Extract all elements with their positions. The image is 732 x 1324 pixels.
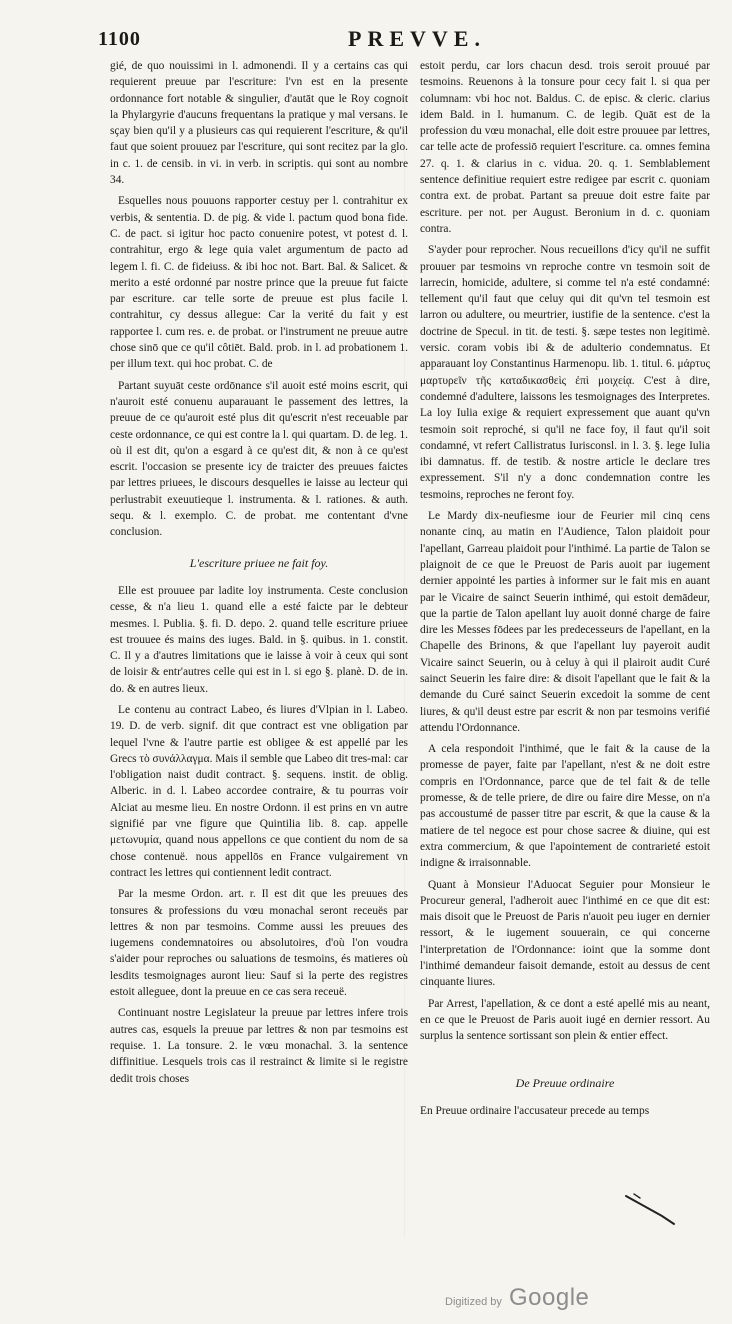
paragraph: gié, de quo nouissimi in l. admonendi. Il y a certains cas qui requierent preuue par l'escriture: l'vn est en la presente ordonnance fort notable & singulier, d'autāt que le Roy cognoit la Phylargyrie d'aucuns frequentans la pratique y mal versans. Ie sçay bien qu'il y a plusieurs cas qui requierent l'escriture, & qu'il faut que soient prouuez par l'escriture, qui sont recitez par la glo. in c. 1. de censib. in vi. in verb. in scriptis. qui sont au nombre 34. [110,60,408,187]
section-heading: L'escriture priuee ne fait foy. [189,555,329,570]
running-title: PREVVE. [348,26,486,51]
digitized-watermark [445,1284,615,1314]
paragraph: Partant suyuāt ceste ordōnance s'il auoit esté moins escrit, qui n'auroit esté conuenu auparauant le passement des lettres, la preuue de ce qu'auroit esté plus dit qu'escrit n'est receuable par ceste ordonnance, ce qui est contre la l. qui quartam. D. de leg. 1. où il est dit, qu'on a esgard à ce qu'est dit, & non à ce qu'est escrit. l'occasion se presente icy de traicter des preuues faictes par lettres priuees, le discours desquelles ie laisse au lecteur qui perlustrabit exeuutieque l. instrumenta. & l. rationes. & auth. sequ. & l. exemplo. C. de probat. me contentant d'vne conclusion. [110,379,408,539]
paragraph: Esquelles nous pouuons rapporter cestuy per l. contrahitur ex verbis, & sententia. D. de pig. & vide l. pactum quod bona fide. C. de pact. si igitur hoc pacto conuenire potest, vt potest d. l. contrahitur, ergo & lege quia valet argumentum de pacto ad legem l. fi. C. de fideiuss. & ibi hoc not. Bart. Bal. & Salicet. & merito a esté ordonné par nostre prince que la preuue fut faicte par escriture. car telle sorte de preuue est plus facile l. contrahitur, cy dessus allegue: Car la verité du fait y est rapportee l. cum res. e. de probat. or l'instrument ne preuue autre chose sinō que ce qu'il côtiēt. Bald. prob. in l. ad probationem 1. per illum text. qui hoc probat. C. de [110,195,408,371]
watermark-by: Digitized by [445,1296,502,1308]
section-heading: De Preuue ordinaire [515,1075,615,1090]
page-number: 1100 [98,28,141,50]
paragraph: Elle est prouuee par ladite loy instrumenta. Ceste conclusion cesse, & n'a lieu 1. quand elle a esté faicte par le debteur mesmes. l. Publia. §. fi. D. depo. 2. quand telle escriture priuee est trouuee és mains des iuges. Bald. in §. quibus. in 1. constit. C. Il y a d'autres limitations que ie laisse à voir à ceux qui sont de loisir & entr'autres celle qui est in l. si ego §. planè. D. de in. do. & en autres lieux. [110,584,408,695]
paragraph: S'ayder pour reprocher. Nous recueillons d'icy qu'il ne suffit prouuer par tesmoins vn reproche contre vn tesmoin soit de larrecin, homicide, adultere, si comme tel n'a esté condamné: tellement qu'il faut que celuy qui dit qu'vn tel tesmoin est larron ou adultere, ou meurtrier, iustifie de la sentence. c'est la doctrine de Specul. in tit. de testi. §. sæpe testes non legitimè. versic. coram vobis ibi & de adulterio condemnatus. Et apparauant loy Constantinus Harmenopu. lib. 1. titul. 6. μάρτυς μαρτυρεῖν τῆς καταδικασθεὶς ἐπὶ μοιχείᾳ. C'est à dire, condemné d'adultere, laissons les tesmoignages des Interpretes. La loy Iulia exige & requiert expressement que auant qu'vn tesmoin soit reproché, si qu'il ne face foy, il faut qu'il soit condamné, vt refert Callistratus Iurisconsl. in l. 3. §. lege Iulia ibi damnatus. ff. de testib. & nostre article le declare tres expressement. S'il n'y a donc condemnation contre les tesmoins, reproches ne feront foy. [420,244,710,501]
left-column [110,58,408,1092]
watermark-brand: Google [509,1284,590,1311]
paragraph: estoit perdu, car lors chacun desd. trois seroit prouué par tesmoins. Reuenons à la tonsure pour cecy fait l. si qua per columnam: vbi hoc not. Baldus. C. de episc. & cleric. clarius idem Bald. in l. humanum. C. de legib. Quāt est de la profession du vœu monachal, elle doit estre prouuee par lettres, car telle acte de professiō requiert l'escriture. ca. omnes femina 27. q. 1. & clarius in c. vidua. 20. q. 1. Semblablement sentence definitiue requiert estre redigee par escrit c. quoniam contra ext. de probat. Partant sa preuue doit estre faite par escriture. per not. per August. Beronium in d. c. quoniam contra. [420,60,710,235]
paragraph: Continuant nostre Legislateur la preuue par lettres infere trois autres cas, esquels la preuue par lettres & non par tesmoins est requise. 1. La tonsure. 2. le vœu monachal. 3. la sentence diffinitiue. Lesquels trois cas il restrainct & limite si le registre dedit trois choses [110,1007,408,1085]
paragraph: Le Mardy dix-neufiesme iour de Feurier mil cinq cens nonante cinq, au matin en l'Audience, Talon plaidoit pour l'apellant, Garreau plaidoit pour l'inthimé. La partie de Talon se plaignoit de ce que le Preuost de Paris auoit par iugement dernier appointé les parties à informer sur le fait mis en auant par le Vicaire de sainct Seuerin inthimé, qui estoit demādeur, que la partie de Talon apellant luy auoit donné charge de faire dire les Messes fōdees par les predecesseurs de l'apellant, en la Chapelle des Brinons, & que l'apellant luy payeroit audit Vicaire sainct Seuerin, ou à celuy à qui il plairoit audit Curé sainct Seuerin les faire dire: & disoit l'apellant que le fait & la demande du Curé sainct Seuerin excedoit la somme de cent liures, & qu'il deust estre par escrit & non par tesmoins verifié attendu l'Ordonnance. [420,510,710,734]
paragraph: A cela respondoit l'inthimé, que le fait & la cause de la promesse de payer, faite par l'apellant, n'est & ne doit estre compris en l'Ordonnance, parce que de tel fait & de telle promesse, & de telle priere, de dire ou faire dire Messe, on n'a pas accoustumé de passer titre par escrit, & que la cause & la matiere de tel negoce est pour chose sacree & diuine, qui est extra commercium, & que l'apointement de contrarieté estoit indigne & irraisonnable. [420,743,710,870]
paragraph: Par Arrest, l'apellation, & ce dont a esté apellé mis au neant, en ce que le Preuost de Paris auoit iugé en dernier ressort. Au surplus la sentence sortissant son plein & entier effect. [420,997,710,1043]
page-header [98,28,698,54]
closing-line: En Preuue ordinaire l'accusateur precede au temps [420,1104,650,1117]
pen-flourish-icon [622,1190,682,1230]
right-column [420,58,710,1124]
paragraph: Par la mesme Ordon. art. r. Il est dit que les preuues des tonsures & professions du vœu monachal seront receuës par lettres & non par tesmoins. Comme aussi les preuues des iugemens condemnatoires ou absolutoires, d'où l'on voudra s'aider pour reproches ou saluations de tesmoins, és matieres où lesdits tesmoignages auront lieu: Sauf si la perte des registres estoit alleguee, dont la preuue en ce cas sera receuë. [110,888,408,999]
paragraph: Le contenu au contract Labeo, és liures d'Vlpian in l. Labeo. 19. D. de verb. signif. dit que contract est vne obligation par lequel l'vne & l'autre partie est obligee & est appellé par les Grecs τὸ συνάλλαγμα. Mais il semble que Labeo dit tres-mal: car l'obligation naist dudit contract. §. sequens. instit. de oblig. Alberic. in d. l. Labeo accordee contraire, & tu pourras voir Alciat au mesme lieu. En nostre Ordonn. il est prins en vn autre signifié par vne figure que Quintilia lib. 8. cap. appelle μετωνυμία, quand nous appellons ce que contient du nom de sa chose contenuë. nous appellōs en France vulgairement vn contract les lettres qui contiennent ledit contract. [110,703,408,879]
paragraph: Quant à Monsieur l'Aduocat Seguier pour Monsieur le Procureur general, l'adheroit auec l'inthimé en ce que dit est: mais disoit que le Preuost de Paris n'auoit peu iuger en dernier ressort, & le iugement souuerain, ce qui concerne l'interpretation de l'Ordonnance: ioint que la somme dont l'inthimé demandeur faisoit demande, estoit au dessus de cent cinquante liures. [420,878,710,989]
